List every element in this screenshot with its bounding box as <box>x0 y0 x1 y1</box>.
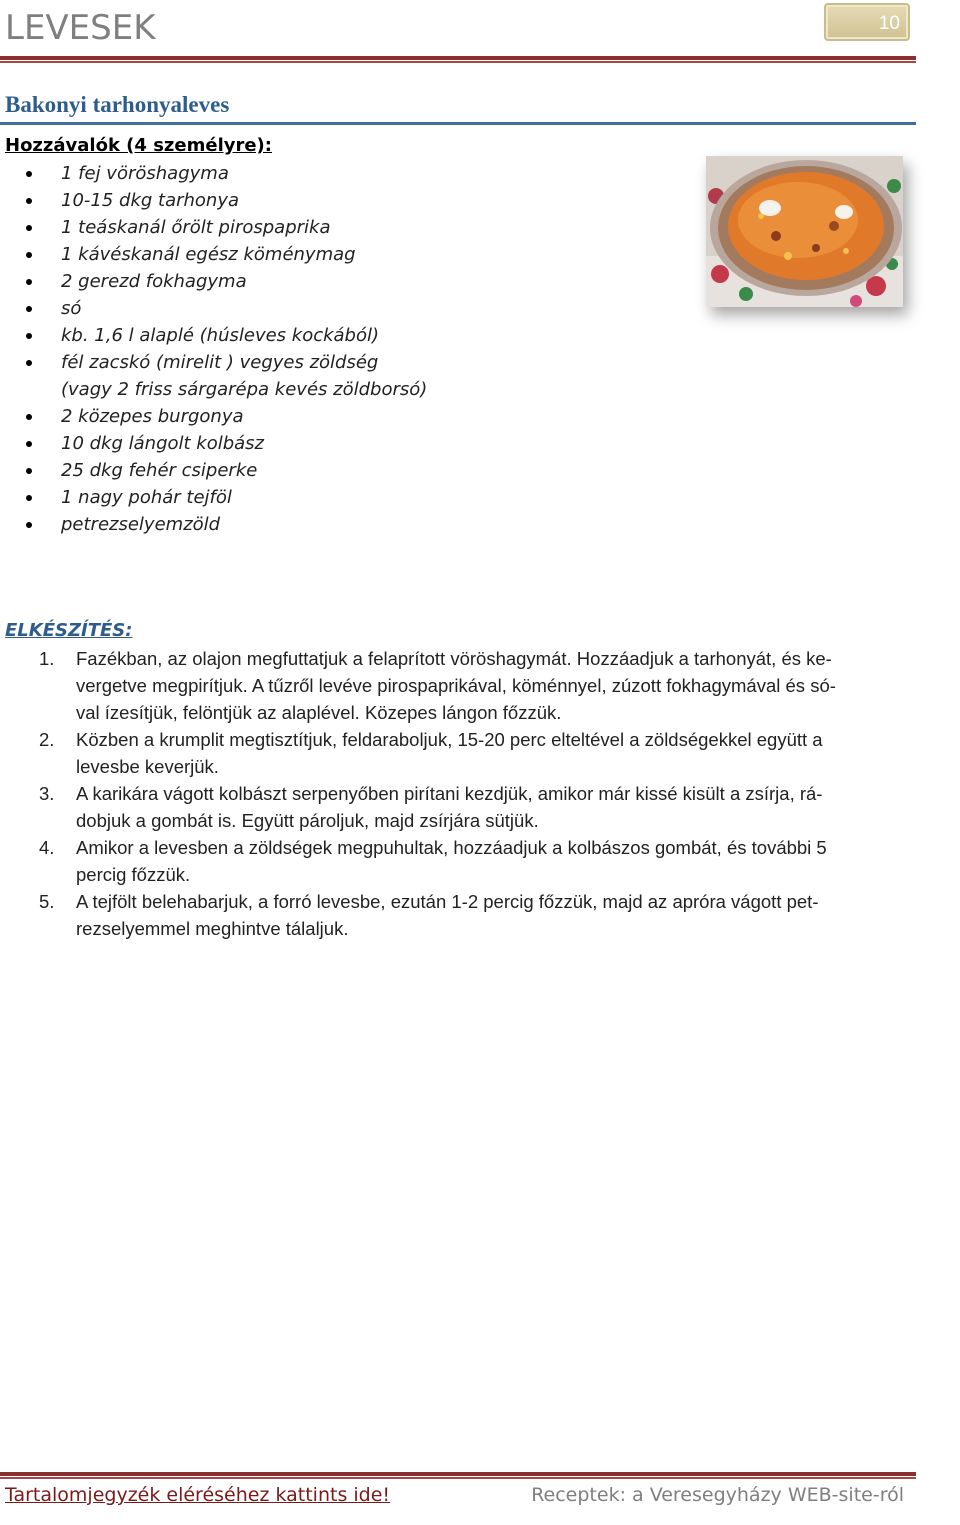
recipe-title: Bakonyi tarhonyaleves <box>5 92 230 117</box>
steps-list <box>0 645 916 942</box>
step-text-line: levesbe keverjük. <box>76 756 219 777</box>
ingredient-item-continuation: (vagy 2 friss sárgarépa kevés zöldborsó) <box>61 379 428 400</box>
footer-rule <box>0 1472 916 1476</box>
step-text-line: Közben a krumplit megtisztítjuk, feldaraboljuk, 15-20 perc elteltével a zöldségekkel együtt a <box>76 729 823 750</box>
ingredient-item: kb. 1,6 l alaplé (húsleves kockából) <box>0 322 427 349</box>
ingredient-item: fél zacskó (mirelit ) vegyes zöldség <box>0 349 427 376</box>
ingredient-item: 25 dkg fehér csiperke <box>0 457 427 484</box>
ingredient-item: só <box>0 295 427 322</box>
step-text-line: A karikára vágott kolbászt serpenyőben pirítani kezdjük, amikor már kissé kisült a zsírja, rá- <box>76 783 823 804</box>
step-number: 3. <box>39 783 55 804</box>
ingredient-item: 10 dkg lángolt kolbász <box>0 430 427 457</box>
section-title: LEVESEK <box>5 8 156 48</box>
ingredient-item: 1 fej vöröshagyma <box>0 160 427 187</box>
step-item <box>0 726 916 780</box>
step-item <box>0 645 916 726</box>
step-number: 5. <box>39 891 55 912</box>
step-number: 4. <box>39 837 55 858</box>
step-text-line: Amikor a levesben a zöldségek megpuhultak, hozzáadjuk a kolbászos gombát, és további 5 <box>76 837 827 858</box>
header-rule-thin <box>0 61 916 63</box>
title-underline <box>0 122 916 125</box>
step-number: 2. <box>39 729 55 750</box>
footer-source-note: Receptek: a Veresegyházy WEB-site-ról <box>531 1484 904 1506</box>
step-text-line: A tejfölt belehabarjuk, a forró levesbe, ezután 1-2 percig főzzük, majd az apróra vágott pet- <box>76 891 819 912</box>
step-text-line: percig főzzük. <box>76 864 191 885</box>
soup-bowl-image <box>706 156 903 307</box>
ingredients-list <box>0 160 427 538</box>
ingredient-item: 1 nagy pohár tejföl <box>0 484 427 511</box>
step-number: 1. <box>39 648 55 669</box>
step-item <box>0 834 916 888</box>
step-item <box>0 780 916 834</box>
header-rule <box>0 56 916 60</box>
preparation-heading: ELKÉSZÍTÉS: <box>5 620 133 641</box>
ingredients-heading: Hozzávalók (4 személyre): <box>5 135 272 156</box>
step-item <box>0 888 916 942</box>
ingredient-item: 2 gerezd fokhagyma <box>0 268 427 295</box>
step-text-line: val ízesítjük, felöntjük az alaplével. Közepes lángon főzzük. <box>76 702 562 723</box>
step-text-line: Fazékban, az olajon megfuttatjuk a felaprított vöröshagymát. Hozzáadjuk a tarhonyát, és ke- <box>76 648 832 669</box>
soup-photo <box>706 156 903 307</box>
step-text-line: rezselyemmel meghintve tálaljuk. <box>76 918 349 939</box>
ingredient-item: 10-15 dkg tarhonya <box>0 187 427 214</box>
table-of-contents-link[interactable]: Tartalomjegyzék eléréséhez kattints ide! <box>5 1484 391 1506</box>
ingredient-item: petrezselyemzöld <box>0 511 427 538</box>
step-text-line: dobjuk a gombát is. Együtt pároljuk, majd zsírjára sütjük. <box>76 810 539 831</box>
ingredient-item: 1 teáskanál őrölt pirospaprika <box>0 214 427 241</box>
page-number-badge: 10 <box>824 3 910 41</box>
ingredient-item: 2 közepes burgonya <box>0 403 427 430</box>
footer-rule-thin <box>0 1477 916 1479</box>
step-text-line: vergetve megpirítjuk. A tűzről levéve pirospaprikával, köménnyel, zúzott fokhagymával és só- <box>76 675 836 696</box>
ingredient-item: 1 kávéskanál egész köménymag <box>0 241 427 268</box>
